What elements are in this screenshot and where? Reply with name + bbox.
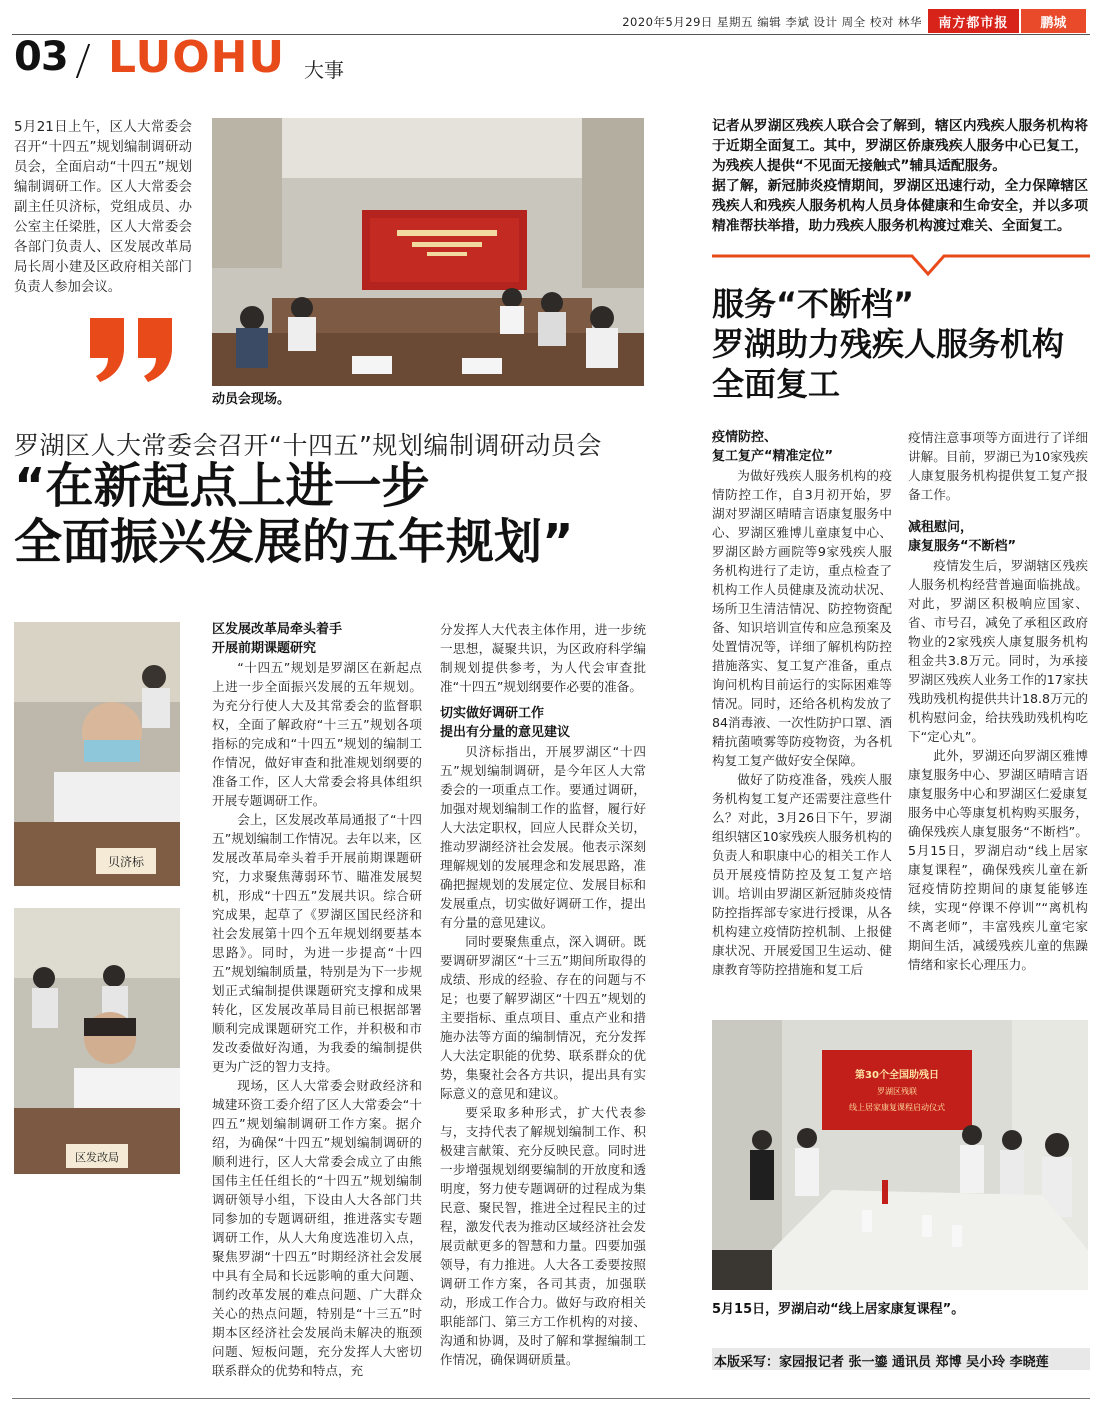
right-intro-para-1: 记者从罗湖区残疾人联合会了解到，辖区内残疾人服务机构将于近期全面复工。其中，罗湖区侨康残疾人服务中心已复工，为残疾人提供“不见面无接触式”辅具适配服务。 <box>712 118 1088 174</box>
col1-para-2: 会上，区发展改革局通报了“十四五”规划编制工作情况。去年以来，区发展改革局牵头着手开展前期课题研究，力求聚焦薄弱环节、瞄准发展契机，形成“十四五”发展共识。综合研究成果，起草了《罗湖区国民经济和社会发展第十四个五年规划纲要基本思路》。同时，为进一步提高“十四五”规划编制质量，特别是为下一步规划正式编制提供课题研究支撑和成果转化，区发展改革局目前已根据部署顺利完成课题研究工作，并积极和市发改委做好沟通，为我委的编制提供更为广泛的智力支持。 <box>212 812 422 1074</box>
colB-subhead-2: 康复服务“不断档” <box>908 539 1017 554</box>
right-headline <box>712 284 1092 404</box>
meeting-photo-caption: 动员会现场。 <box>212 392 291 407</box>
callout-rule <box>712 252 1090 282</box>
portrait-photo-1 <box>14 622 180 886</box>
colA-para-1: 为做好残疾人服务机构的疫情防控工作，自3月初开始，罗湖对罗湖区晴晴言语康复服务中心、罗湖区雅博儿童康复中心、罗湖区龄方画院等9家残疾人服务机构进行了走访，重点检查了机构工作人员健康及流动状况、场所卫生清洁情况、防控物资配备、知识培训宣传和应急预案及处置情况等，详细了解机构防控措施落实、复工复产准备，重点询问机构目前运行的实际困难等情况。同时，还给各机构发放了84消毒液、一次性防护口罩、酒精抗菌喷雾等防疫物资，为各机构复工复产做好安全保障。 <box>712 468 892 768</box>
right-intro <box>712 116 1088 236</box>
col1-para-3: 现场，区人大常委会财政经济和城建环资工委介绍了区人大常委会“十四五”规划编制调研工作方案。据介绍，为确保“十四五”规划编制调研的顺利进行，区人大常委会成立了由熊国伟主任任组长的“十四五”规划编制调研领导小组，下设由人大各部门共同参加的专题调研组，推进落实专题调研工作，从人大角度选准切入点，聚焦罗湖“十四五”时期经济社会发展中具有全局和长远影响的重大问题、制约改革发展的难点问题、广大群众关心的热点问题，特别是“十三五”时期本区经济社会发展尚未解决的瓶颈问题、短板问题，充分发挥人大密切联系群众的优势和特点，充 <box>212 1078 422 1378</box>
left-headline-line1: “在新起点上进一步 <box>14 458 430 514</box>
right-body-colA <box>712 428 892 979</box>
right-intro-para-2: 据了解，新冠肺炎疫情期间，罗湖区迅速行动，全力保障辖区残疾人和残疾人服务机构人员身体健康和生命安全，并以多项精准帮扶举措，助力残疾人服务机构渡过难关、全面复工。 <box>712 178 1088 234</box>
right-headline-line2: 罗湖助力残疾人服务机构 <box>712 325 1065 363</box>
masthead <box>0 8 1100 34</box>
right-headline-line3: 全面复工 <box>712 365 841 403</box>
right-headline-line1: 服务“不断档” <box>712 285 915 323</box>
colB-para-1: 疫情发生后，罗湖辖区残疾人服务机构经营普遍面临挑战。对此，罗湖区积极响应国家、省、市号召，减免了承租区政府物业的2家残疾人康复服务机构租金共3.8万元。同时，为承接罗湖区残疾人业务工作的17家扶残助残机构提供共计18.8万元的机构慰问金，给扶残助残机构吃下“定心丸”。 <box>908 558 1088 744</box>
issue-meta: 2020年5月29日 星期五 编辑 李斌 设计 周全 校对 林华 <box>622 15 922 29</box>
logo-pengcheng: 鹏城 <box>1021 9 1086 33</box>
col1-subhead-1: 区发展改革局牵头着手 <box>212 622 343 637</box>
colB-para-2: 此外，罗湖还向罗湖区雅博康复服务中心、罗湖区晴晴言语康复服务中心和罗湖区仁爱康复服务中心等康复机构购买服务，确保残疾人康复服务“不断档”。5月15日，罗湖启动“线上居家康复课程”，确保残疾儿童在新冠疫情防控期间的康复能够连续，实现“停课不停训”“离机构不离老师”，丰富残疾儿童宅家期间生活，减缓残疾儿童的焦躁情绪和家长心理压力。 <box>908 748 1088 972</box>
col2-para-2: 同时要聚焦重点，深入调研。既要调研罗湖区“十三五”期间所取得的成绩、形成的经验、存在的问题与不足；也要了解罗湖区“十四五”规划的主要指标、重点项目、重点产业和措施办法等方面的编制情况，充分发挥人大法定职能的优势、联系群众的优势，集聚社会各方共识，提出具有实际意义的意见和建议。 <box>440 934 646 1101</box>
col2-subhead-1: 切实做好调研工作 <box>440 706 545 721</box>
byline: 本版采写：家园报记者 张一鎏 通讯员 郑博 吴小玲 李晓莲 <box>712 1348 1090 1370</box>
left-headline-line2: 全面振兴发展的五年规划” <box>14 514 574 570</box>
colA-subhead-1: 疫情防控、 <box>712 430 778 445</box>
section-tag: 大事 <box>304 58 344 82</box>
colB-para-0: 疫情注意事项等方面进行了详细讲解。目前，罗湖已为10家残疾人康复服务机构提供复工复产报备工作。 <box>908 430 1088 502</box>
colA-subhead-2: 复工复产“精准定位” <box>712 449 834 464</box>
section-name: LUOHU <box>108 32 286 83</box>
col1-para-1: “十四五”规划是罗湖区在新起点上进一步全面振兴发展的五年规划。为充分行使人大及其常委会的监督职权，全面了解政府“十三五”规划各项指标的完成和“十四五”规划的编制工作情况，做好审查和批准规划纲要的准备工作，区人大常委会将具体组织开展专题调研工作。 <box>212 660 422 808</box>
name-plate-2: 区发改局 <box>75 1151 119 1164</box>
col2-subhead-2: 提出有分量的意见建议 <box>440 725 571 740</box>
quote-icon <box>82 312 182 382</box>
col2-para-3: 要采取多种形式，扩大代表参与，支持代表了解规划编制工作、积极建言献策、充分反映民意。同时进一步增强规划纲要编制的开放度和透明度，努力使专题调研的过程成为集民意、聚民智，推进全过程民主的过程，激发代表为推动区域经济社会发展贡献更多的智慧和力量。四要加强领导，有力推进。人大各工委要按照调研工作方案，各司其责，加强联动，形成工作合力。做好与政府相关职能部门、第三方工作机构的对接、沟通和协调，及时了解和掌握编制工作情况，确保调研质量。 <box>440 1105 646 1367</box>
left-intro: 5月21日上午，区人大常委会召开“十四五”规划编制调研动员会，全面启动“十四五”规划编制调研工作。区人大常委会副主任贝济标，党组成员、办公室主任梁胜，区人大常委会各部门负责人、区发展改革局局长周小建及区政府相关部门负责人参加会议。 <box>14 120 192 295</box>
logo-nandu: 南方都市报 <box>928 9 1019 33</box>
meeting-photo <box>212 118 644 386</box>
bottom-rule <box>12 1398 1090 1399</box>
portrait-photo-2 <box>14 908 180 1174</box>
right-body-colB <box>908 428 1088 974</box>
left-body-col2 <box>440 620 646 1369</box>
left-kicker: 罗湖区人大常委会召开“十四五”规划编制调研动员会 <box>14 431 602 460</box>
rehab-ceremony-photo <box>712 1020 1088 1290</box>
col1-subhead-2: 开展前期课题研究 <box>212 641 317 656</box>
colA-para-2: 做好了防疫准备，残疾人服务机构复工复产还需要注意些什么？对此，3月26日下午，罗湖组织辖区10家残疾人服务机构的负责人和职康中心的相关工作人员开展疫情防控及复工复产培训。培训由罗湖区新冠肺炎疫情防控指挥部专家进行授课，从各机构建立疫情防控机制、上报健康状况、开展爱国卫生运动、健康教育等防控措施和复工后 <box>712 772 892 977</box>
name-plate-1: 贝济标 <box>107 855 145 869</box>
left-body-col1 <box>212 620 422 1380</box>
newspaper-logo <box>928 9 1086 33</box>
banner-line-2: 罗湖区残联 <box>877 1087 917 1096</box>
col2-para-1: 贝济标指出，开展罗湖区“十四五”规划编制调研，是今年区人大常委会的一项重点工作。要通过调研，加强对规划编制工作的监督，履行好人大法定职权，回应人民群众关切，推动罗湖经济社会发展。他表示深刻理解规划的发展理念和发展思路，准确把握规划的发展定位、发展目标和发展重点，切实做好调研工作，提出有分量的意见建议。 <box>440 744 646 930</box>
banner-line-1: 第30个全国助残日 <box>855 1070 939 1081</box>
rehab-photo-caption: 5月15日，罗湖启动“线上居家康复课程”。 <box>712 1302 965 1317</box>
col2-para-0: 分发挥人大代表主体作用，进一步统一思想，凝聚共识，为区政府科学编制规划提供参考，为人代会审查批准“十四五”规划纲要作必要的准备。 <box>440 622 646 694</box>
banner-line-3: 线上居家康复课程启动仪式 <box>849 1103 945 1112</box>
section-slash <box>76 44 90 78</box>
colB-subhead-1: 减租慰问， <box>908 520 974 535</box>
left-headline <box>14 458 674 570</box>
page-number: 03 <box>14 34 68 80</box>
